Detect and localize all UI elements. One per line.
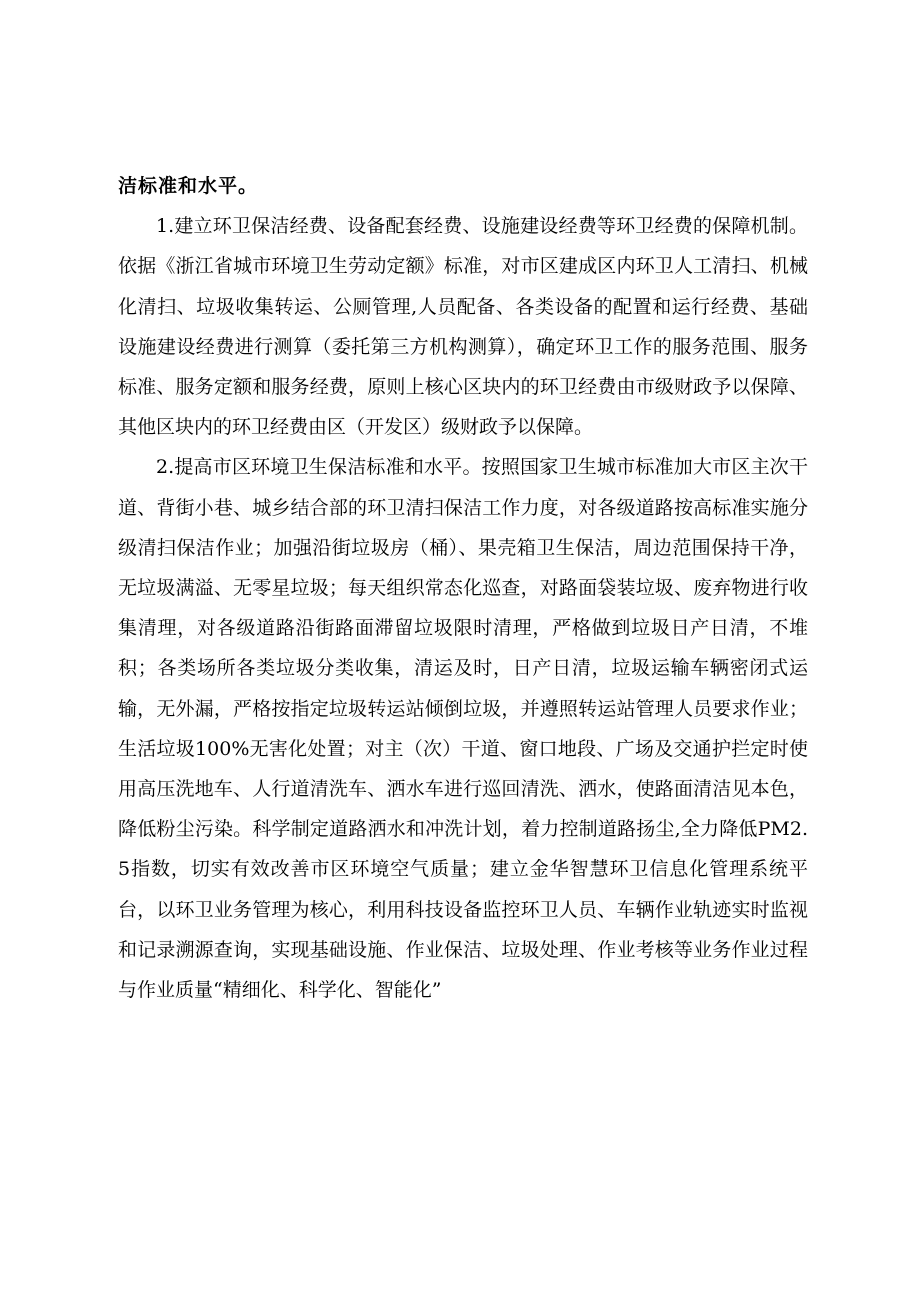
paragraph-1: 1.建立环卫保洁经费、设备配套经费、设施建设经费等环卫经费的保障机制。依据《浙江省城市环境卫生劳动定额》标准，对市区建成区内环卫人工清扫、机械化清扫、垃圾收集转运、公厕管理,人员配备、各类设备的配置和运行经费、基础设施建设经费进行测算（委托第三方机构测算），确定环卫工作的服务范围、服务标准、服务定额和服务经费，原则上核心区块内的环卫经费由市级财政予以保障、其他区块内的环卫经费由区（开发区）级财政予以保障。 [118, 215, 808, 439]
document-body [118, 166, 808, 1010]
paragraph-2: 2.提高市区环境卫生保洁标准和水平。按照国家卫生城市标准加大市区主次干道、背街小巷、城乡结合部的环卫清扫保洁工作力度，对各级道路按高标准实施分级清扫保洁作业；加强沿街垃圾房（桶）、果壳箱卫生保洁，周边范围保持干净，无垃圾满溢、无零星垃圾；每天组织常态化巡查，对路面袋装垃圾、废弃物进行收集清理，对各级道路沿街路面滞留垃圾限时清理，严格做到垃圾日产日清，不堆积；各类场所各类垃圾分类收集，清运及时，日产日清，垃圾运输车辆密闭式运输，无外漏，严格按指定垃圾转运站倾倒垃圾，并遵照转运站管理人员要求作业；生活垃圾100%无害化处置；对主（次）干道、窗口地段、广场及交通护拦定时使用高压洗地车、人行道清洗车、洒水车进行巡回清洗、洒水，使路面清洁见本色，降低粉尘污染。科学制定道路洒水和冲洗计划，着力控制道路扬尘,全力降低PM2.5指数，切实有效改善市区环境空气质量；建立金华智慧环卫信息化管理系统平台，以环卫业务管理为核心，利用科技设备监控环卫人员、车辆作业轨迹实时监视和记录溯源查询，实现基础设施、作业保洁、垃圾处理、作业考核等业务作业过程与作业质量“精细化、科学化、智能化” [118, 456, 808, 1002]
continued-heading: 洁标准和水平。 [118, 175, 259, 197]
